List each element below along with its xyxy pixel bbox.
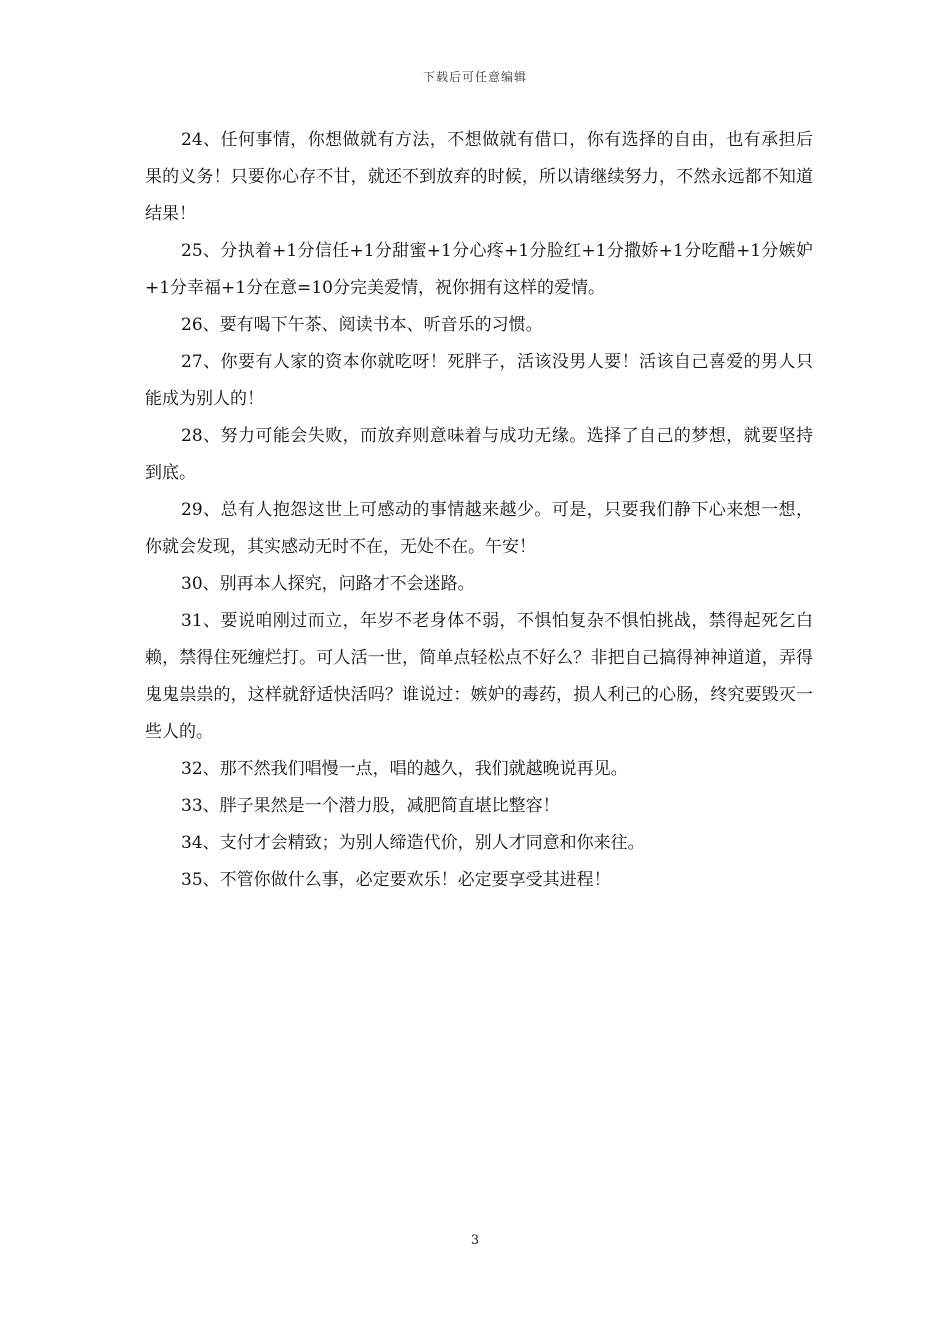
paragraph-30: 30、别再本人探究，问路才不会迷路。 xyxy=(181,574,475,594)
paragraph-26: 26、要有喝下午茶、阅读书本、听音乐的习惯。 xyxy=(181,315,543,335)
paragraph-32: 32、那不然我们唱慢一点，唱的越久，我们就越晚说再见。 xyxy=(181,759,628,779)
page-header: 下载后可任意编辑 xyxy=(422,70,527,84)
paragraph-33: 33、胖子果然是一个潜力股，减肥简直堪比整容！ xyxy=(181,796,560,816)
paragraph-31: 31、要说咱刚过而立，年岁不老身体不弱，不惧怕复杂不惧怕挑战，禁得起死乞白赖，禁得住死缠烂打。可人活一世，简单点轻松点不好么？非把自己搞得神神道道，弄得鬼鬼祟祟的，这样就舒适快活吗？谁说过：嫉妒的毒药，损人利己的心肠，终究要毁灭一些人的。 xyxy=(145,611,813,742)
document-body xyxy=(145,122,813,899)
paragraph-25: 25、分执着+1分信任+1分甜蜜+1分心疼+1分脸红+1分撒娇+1分吃醋+1分嫉妒+1分幸福+1分在意=10分完美爱情，祝你拥有这样的爱情。 xyxy=(145,241,813,298)
page-number: 3 xyxy=(470,1233,480,1248)
paragraph-35: 35、不管你做什么事，必定要欢乐！必定要享受其进程！ xyxy=(181,870,611,890)
paragraph-28: 28、努力可能会失败，而放弃则意味着与成功无缘。选择了自己的梦想，就要坚持到底。 xyxy=(145,426,813,483)
paragraph-27: 27、你要有人家的资本你就吃呀！死胖子，活该没男人要！活该自己喜爱的男人只能成为别人的！ xyxy=(145,352,813,409)
paragraph-34: 34、支付才会精致；为别人缔造代价，别人才同意和你来往。 xyxy=(181,833,645,853)
paragraph-24: 24、任何事情，你想做就有方法，不想做就有借口，你有选择的自由，也有承担后果的义务！只要你心存不甘，就还不到放弃的时候，所以请继续努力，不然永远都不知道结果！ xyxy=(145,130,813,224)
paragraph-29: 29、总有人抱怨这世上可感动的事情越来越少。可是，只要我们静下心来想一想，你就会发现，其实感动无时不在，无处不在。午安！ xyxy=(145,500,813,557)
